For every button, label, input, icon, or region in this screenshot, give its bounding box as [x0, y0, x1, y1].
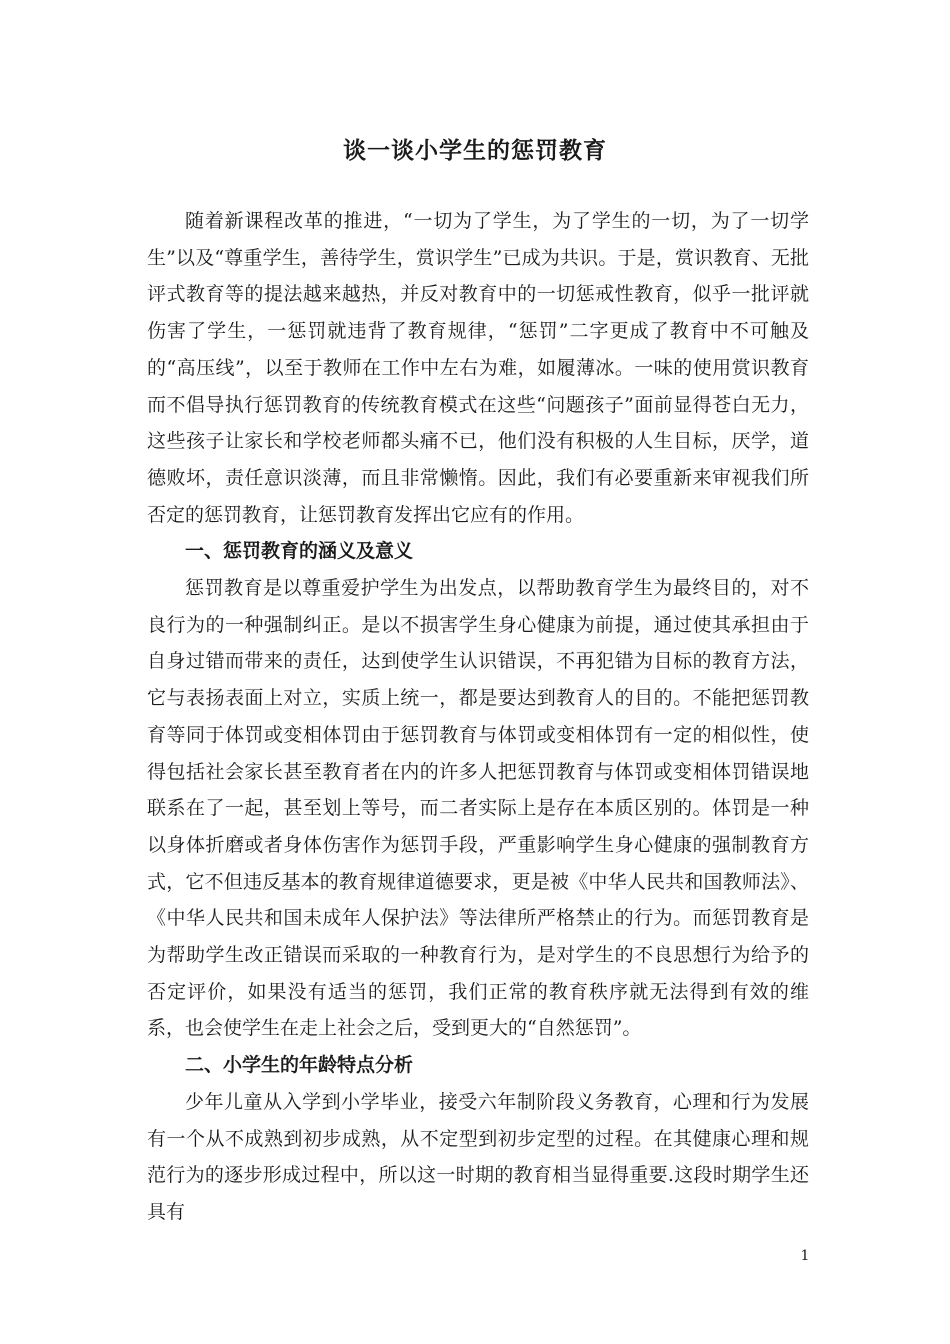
section-heading-2: 二、小学生的年龄特点分析 — [185, 1054, 414, 1077]
section-1-paragraph: 惩罚教育是以尊重爱护学生为出发点，以帮助教育学生为最终目的，对不良行为的一种强制纠正。是以不损害学生身心健康为前提，通过使其承担由于自身过错而带来的责任，达到使学生认识错误，不再犯错为目标的教育方法，它与表扬表面上对立，实质上统一，都是要达到教育人的目的。不能把惩罚教育等同于体罚或变相体罚由于惩罚教育与体罚或变相体罚有一定的相似性，使得包括社会家长甚至教育者在内的许多人把惩罚教育与体罚或变相体罚错误地联系在了一起，甚至划上等号，而二者实际上是存在本质区别的。体罚是一种以身体折磨或者身体伤害作为惩罚手段，严重影响学生身心健康的强制教育方式，它不但违反基本的教育规律道德要求，更是被《中华人民共和国教师法》、《中华人民共和国未成年人保护法》等法律所严格禁止的行为。而惩罚教育是为帮助学生改正错误而采取的一种教育行为，是对学生的不良思想行为给予的否定评价，如果没有适当的惩罚，我们正常的教育秩序就无法得到有效的维系，也会使学生在走上社会之后，受到更大的“自然惩罚”。 — [147, 577, 809, 1040]
document-body — [147, 203, 809, 1231]
page-number: 1 — [800, 1248, 810, 1264]
section-2-paragraph: 少年儿童从入学到小学毕业，接受六年制阶段义务教育，心理和行为发展有一个从不成熟到初步成熟，从不定型到初步定型的过程。在其健康心理和规范行为的逐步形成过程中，所以这一时期的教育相当显得重要.这段时期学生还具有 — [147, 1090, 809, 1223]
intro-paragraph: 随着新课程改革的推进，“一切为了学生，为了学生的一切，为了一切学生”以及“尊重学生，善待学生，赏识学生”已成为共识。于是，赏识教育、无批评式教育等的提法越来越热，并反对教育中的一切惩戒性教育，似乎一批评就伤害了学生，一惩罚就违背了教育规律，“惩罚”二字更成了教育中不可触及的“高压线”，以至于教师在工作中左右为难，如履薄冰。一味的使用赏识教育而不倡导执行惩罚教育的传统教育模式在这些“问题孩子”面前显得苍白无力，这些孩子让家长和学校老师都头痛不已，他们没有积极的人生目标，厌学，道德败坏，责任意识淡薄，而且非常懒惰。因此，我们有必要重新来审视我们所否定的惩罚教育，让惩罚教育发挥出它应有的作用。 — [147, 210, 809, 526]
document-title: 谈一谈小学生的惩罚教育 — [343, 137, 607, 164]
section-heading-1: 一、惩罚教育的涵义及意义 — [185, 540, 414, 563]
